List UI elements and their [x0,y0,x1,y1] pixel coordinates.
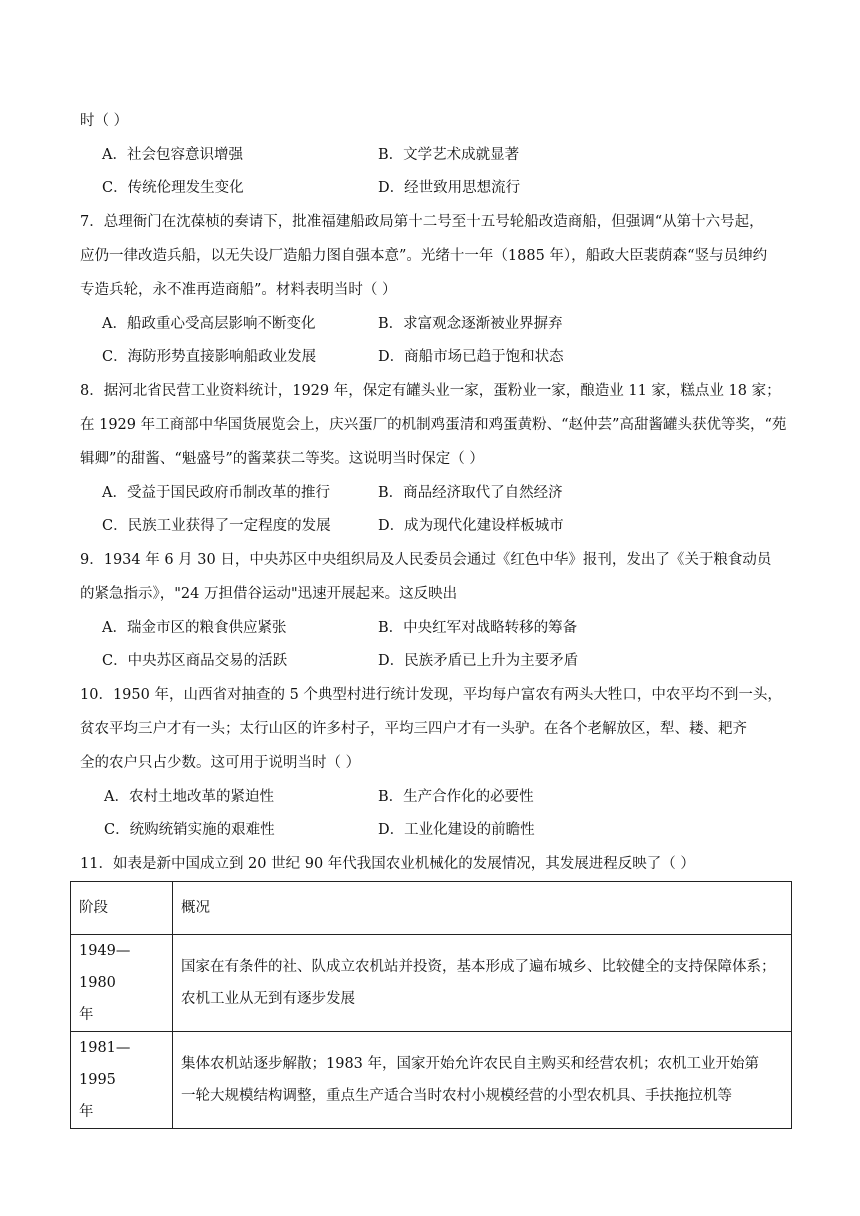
q7-stem-line-1: 7．总理衙门在沈葆桢的奏请下，批准福建船政局第十二号至十五号轮船改造商船，但强调“从第十六号起， [80,214,764,230]
overview-line-2: 农机工业从无到有逐步发展 [181,991,355,1007]
overview-line-2: 一轮大规模结构调整，重点生产适合当时农村小规模经营的小型农机具、手扶拖拉机等 [181,1088,732,1104]
q8-option-d: D．成为现代化建设样板城市 [378,518,564,534]
table-cell-overview [173,1032,792,1129]
table-cell-overview [173,935,792,1032]
stage-line-2: 年 [79,1104,94,1120]
q6-option-d: D．经世致用思想流行 [378,180,521,196]
q6-option-a: A．社会包容意识增强 [102,147,243,163]
stage-line-1: 1981—1995 [79,1040,131,1088]
q6-option-c: C．传统伦理发生变化 [102,180,244,196]
table-header-row [71,882,792,935]
q9-stem-line-1: 9．1934 年 6 月 30 日，中央苏区中央组织局及人民委员会通过《红色中华》报刊，发出了《关于粮食动员 [80,552,772,568]
table-row [71,1032,792,1129]
q9-option-a: A．瑞金市区的粮食供应紧张 [102,620,287,636]
table-header-overview: 概况 [173,882,792,935]
q8-stem-line-3: 辑卿”的甜酱、“魁盛号”的酱菜获二等奖。这说明当时保定（ ） [80,451,484,467]
table-cell-stage [71,935,173,1032]
q7-stem-line-2: 应仍一律改造兵船，以无失设厂造船力图自强本意”。光绪十一年（1885 年），船政大臣裴荫森“竖与员绅约 [80,248,768,264]
q8-stem-line-1: 8．据河北省民营工业资料统计，1929 年，保定有罐头业一家，蛋粉业一家，酿造业 11 家，糕点业 18 家； [80,383,781,399]
q10-option-d: D．工业化建设的前瞻性 [378,822,535,838]
q10-stem-line-2: 贫农平均三户才有一头；太行山区的许多村子，平均三四户才有一头驴。在各个老解放区，犁、耧、耙齐 [80,721,747,737]
q9-stem-line-2: 的紧急指示》，"24 万担借谷运动"迅速开展起来。这反映出 [80,586,458,602]
q7-option-a: A．船政重心受高层影响不断变化 [102,316,316,332]
q10-stem-line-1: 10．1950 年，山西省对抽查的 5 个典型村进行统计发现，平均每户富农有两头大牲口，中农平均不到一头， [80,687,782,703]
q10-stem-line-3: 全的农户只占少数。这可用于说明当时（ ） [80,755,361,771]
q8-option-b: B．商品经济取代了自然经济 [378,485,563,501]
q6-option-b: B．文学艺术成就显著 [378,147,520,163]
q8-option-a: A．受益于国民政府币制改革的推行 [102,485,330,501]
stage-line-2: 年 [79,1007,94,1023]
q8-stem-line-2: 在 1929 年工商部中华国货展览会上，庆兴蛋厂的机制鸡蛋清和鸡蛋黄粉、“赵仲芸”高甜酱罐头获优等奖，“苑 [80,417,787,433]
stage-line-1: 1949—1980 [79,943,131,991]
q7-stem-line-3: 专造兵轮，永不准再造商船”。材料表明当时（ ） [80,282,397,298]
q10-option-c: C．统购统销实施的艰难性 [104,822,275,838]
q9-option-b: B．中央红军对战略转移的筹备 [378,620,578,636]
q7-option-d: D．商船市场已趋于饱和状态 [378,349,564,365]
q7-option-b: B．求富观念逐渐被业界摒弃 [378,316,563,332]
table-header-stage: 阶段 [71,882,173,935]
q10-option-b: B．生产合作化的必要性 [378,789,534,805]
table-cell-stage [71,1032,173,1129]
overview-line-1: 国家在有条件的社、队成立农机站并投资，基本形成了遍布城乡、比较健全的支持保障体系； [181,959,776,975]
q8-option-c: C．民族工业获得了一定程度的发展 [102,518,331,534]
q9-option-c: C．中央苏区商品交易的活跃 [102,653,288,669]
q9-option-d: D．民族矛盾已上升为主要矛盾 [378,653,579,669]
table-row [71,935,792,1032]
overview-line-1: 集体农机站逐步解散；1983 年，国家开始允许农民自主购买和经营农机；农机工业开始第 [181,1056,760,1072]
q7-option-c: C．海防形势直接影响船政业发展 [102,349,317,365]
q6-stem-tail: 时（ ） [80,113,129,129]
q10-option-a: A．农村土地改革的紧迫性 [104,789,274,805]
q11-stem: 11．如表是新中国成立到 20 世纪 90 年代我国农业机械化的发展情况，其发展进程反映了（ ） [80,856,695,872]
mechanization-table [70,881,792,1129]
